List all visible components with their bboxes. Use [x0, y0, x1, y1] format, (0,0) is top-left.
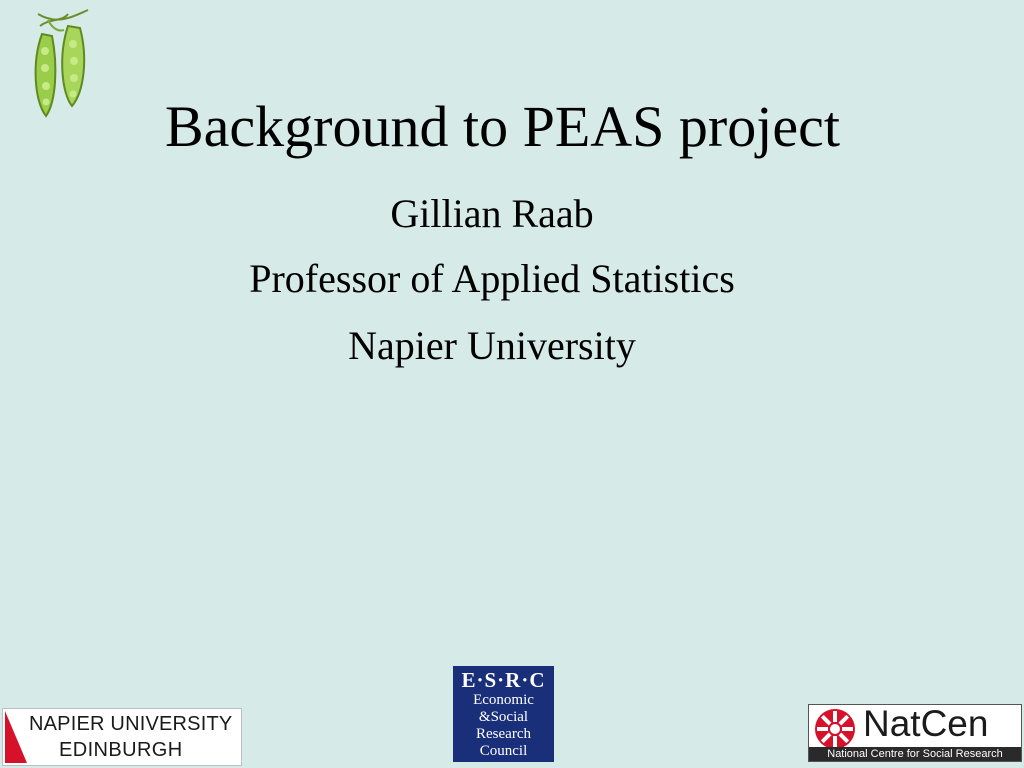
esrc-logo-line: &Social	[478, 709, 529, 725]
esrc-logo-line: Economic	[473, 692, 534, 708]
natcen-logo	[808, 704, 1022, 762]
napier-logo-line2: EDINBURGH	[59, 739, 183, 761]
presenter-role: Professor of Applied Statistics	[249, 256, 735, 301]
napier-logo-line1: NAPIER UNIVERSITY	[29, 713, 233, 735]
slide-title: Background to PEAS project	[165, 94, 840, 159]
natcen-emblem-icon	[813, 707, 857, 751]
natcen-logo-tagline: National Centre for Social Research	[809, 747, 1021, 761]
esrc-logo-line: Research	[476, 726, 531, 742]
esrc-logo-heading: E·S·R·C	[461, 668, 546, 692]
pea-pod-icon	[28, 6, 94, 122]
napier-university-logo	[2, 708, 242, 766]
natcen-logo-name: NatCen	[863, 703, 989, 744]
presenter-affiliation: Napier University	[348, 323, 636, 368]
esrc-logo-line: Council	[479, 743, 528, 759]
esrc-logo	[453, 666, 554, 762]
presenter-name: Gillian Raab	[390, 191, 594, 236]
napier-logo-mark	[5, 711, 27, 763]
